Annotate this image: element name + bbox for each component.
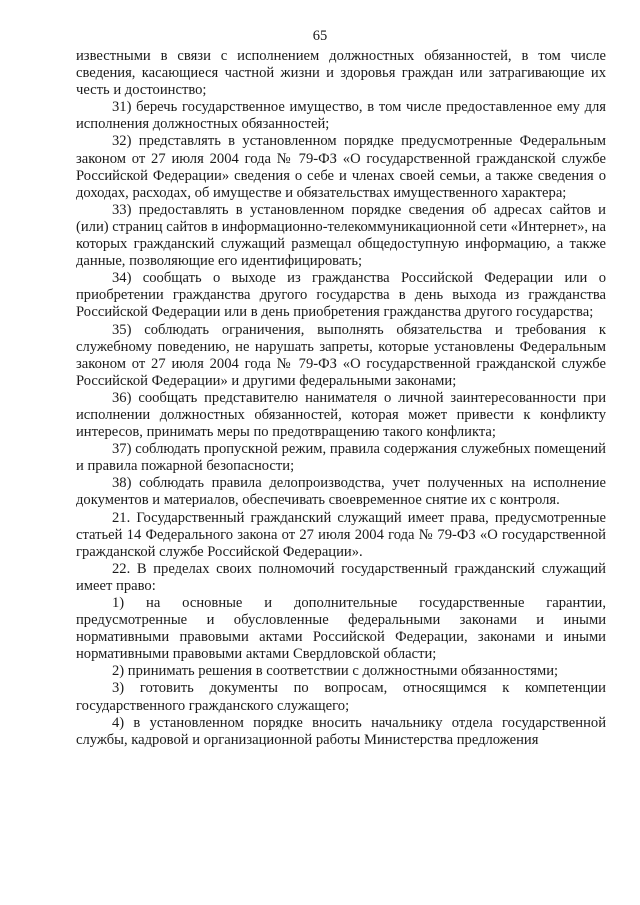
paragraph: 33) предоставлять в установленном порядке сведения об адресах сайтов и (или) страниц сайтов в информационно-телекоммуникационной сети «Интернет», на которых гражданский служащий размещал общедоступную информацию, а также данные, позволяющие его идентифицировать;	[76, 201, 606, 270]
paragraph: 31) беречь государственное имущество, в том числе предоставленное ему для исполнения должностных обязанностей;	[76, 99, 606, 133]
paragraph: 32) представлять в установленном порядке предусмотренные Федеральным законом от 27 июля 2004 года № 79-ФЗ «О государственной гражданской службе Российской Федерации» сведения о себе и членах своей семьи, а также сведения о доходах, расходах, об имуществе и обязательствах имущественного характера;	[76, 133, 606, 201]
document-body	[76, 48, 606, 749]
paragraph: 1) на основные и дополнительные государственные гарантии, предусмотренные и обусловленные федеральными законами и иными нормативными правовыми актами Российской Федерации, законами и иными нормативными правовыми актами Свердловской области;	[76, 595, 606, 663]
paragraph: 22. В пределах своих полномочий государственный гражданский служащий имеет право:	[76, 560, 606, 594]
paragraph: 37) соблюдать пропускной режим, правила содержания служебных помещений и правила пожарной безопасности;	[76, 441, 606, 475]
paragraph: 21. Государственный гражданский служащий имеет права, предусмотренные статьей 14 Федерального закона от 27 июля 2004 года № 79-ФЗ «О государственной гражданской службе Российской Федерации».	[76, 509, 606, 560]
paragraph: 4) в установленном порядке вносить начальнику отдела государственной службы, кадровой и организационной работы Министерства предложения	[76, 714, 606, 748]
paragraph: 35) соблюдать ограничения, выполнять обязательства и требования к служебному поведению, не нарушать запреты, которые установлены Федеральным законом от 27 июля 2004 года № 79-ФЗ «О государственной гражданской службе Российской Федерации» и другими федеральными законами;	[76, 321, 606, 389]
paragraph: 36) сообщать представителю нанимателя о личной заинтересованности при исполнении должностных обязанностей, которая может привести к конфликту интересов, принимать меры по предотвращению такого конфликта;	[76, 389, 606, 441]
paragraph: 34) сообщать о выходе из гражданства Российской Федерации или о приобретении гражданства другого государства в день выхода из гражданства Российской Федерации или в день приобретения гражданства другого государства;	[76, 270, 606, 321]
paragraph: 2) принимать решения в соответствии с должностными обязанностями;	[112, 663, 559, 680]
paragraph: известными в связи с исполнением должностных обязанностей, в том числе сведения, касающиеся частной жизни и здоровья граждан или затрагивающие их честь и достоинство;	[76, 48, 606, 99]
paragraph: 38) соблюдать правила делопроизводства, учет полученных на исполнение документов и материалов, обеспечивать своевременное снятие их с контроля.	[76, 475, 606, 509]
page-number: 65	[312, 28, 328, 44]
paragraph: 3) готовить документы по вопросам, относящимся к компетенции государственного гражданского служащего;	[76, 680, 606, 714]
